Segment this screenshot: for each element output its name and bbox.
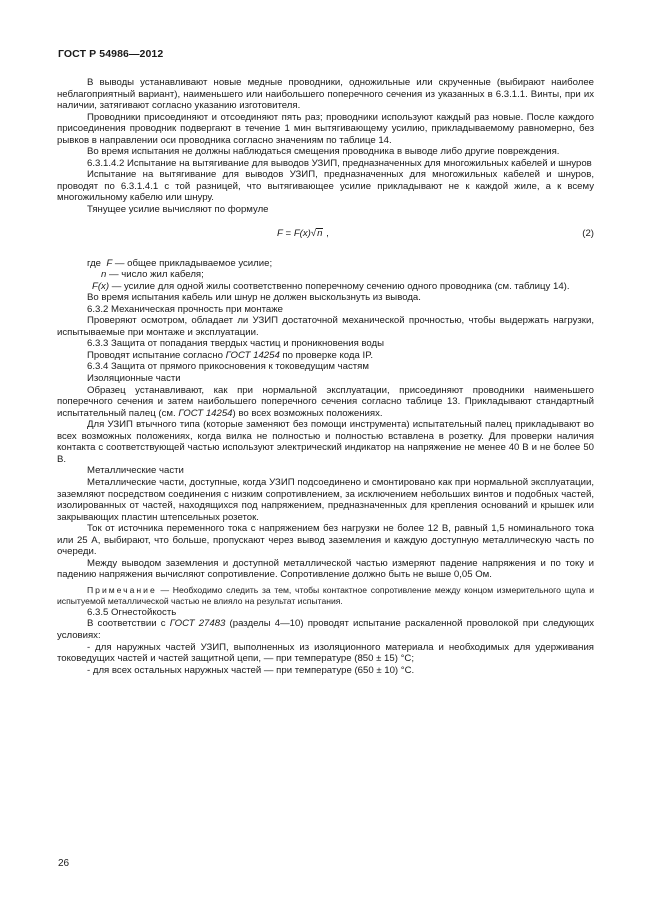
legend-symbol: n xyxy=(101,269,107,281)
paragraph: В выводы устанавливают новые медные проводники, одножильные или скрученные (выбирают наиболее неблагоприятный вариант), наименьшего или наибольшего поперечного сечения из указанных в 6.3.1.1. Винты, при их наличии, затягивают согласно указанию изготовителя. xyxy=(57,77,594,112)
subheading: Изоляционные части xyxy=(87,373,181,385)
paragraph: Тянущее усилие вычисляют по формуле xyxy=(87,204,269,216)
formula-equals: = xyxy=(282,227,294,239)
legend-row xyxy=(57,281,594,293)
sqrt-icon: √ xyxy=(310,227,317,239)
paragraph xyxy=(57,618,594,641)
paragraph xyxy=(57,385,594,420)
section-heading: 6.3.5 Огнестойкость xyxy=(87,606,177,618)
section-heading: 6.3.1.4.2 Испытание на вытягивание для выводов УЗИП, предназначенных для многожильных кабелей и шнуров xyxy=(87,157,592,169)
text-run: Образец устанавливают, как при нормальной эксплуатации, присоединяют проводники наименьшего поперечного сечения и затем наибольшего поперечного сечения согласно таблице 13. Прикладывают стандартный испытательный палец (см. xyxy=(57,384,594,419)
standard-reference: ГОСТ 14254 xyxy=(178,407,233,419)
paragraph: Проводники присоединяют и отсоединяют пять раз; проводники используют каждый раз новые. После каждого присоединения проводник подвергают в течение 1 мин вытягивающему усилию, прикладываемому равномерно, без рывков в направлении оси проводника согласно значениям по таблице 14. xyxy=(57,111,594,146)
page-number: 26 xyxy=(58,858,70,869)
legend-symbol: F xyxy=(106,257,113,269)
text-run: по проверке кода IP. xyxy=(279,349,374,361)
formula-expression xyxy=(277,228,329,240)
legend-symbol: F(x) xyxy=(92,280,110,292)
paragraph: Во время испытания кабель или шнур не должен выскользнуть из вывода. xyxy=(87,292,421,304)
standard-reference: ГОСТ 27483 xyxy=(169,618,226,630)
legend-desc: — общее прикладываемое усилие; xyxy=(112,257,273,269)
standard-header: ГОСТ Р 54986—2012 xyxy=(58,48,164,60)
note-text: — Необходимо следить за тем, чтобы контактное сопротивление между концом измерительного щупа и испытуемой металлической частью не влияло на результат испытания. xyxy=(57,584,594,606)
formula xyxy=(57,228,594,242)
legend-row xyxy=(57,258,594,270)
paragraph: Проверяют осмотром, обладает ли УЗИП достаточной механической прочностью, чтобы выдержать нагрузки, испытываемые при монтаже и эксплуатации. xyxy=(57,315,594,338)
text-run: (разделы 4—10) проводят испытание раскаленной проволокой при следующих условиях: xyxy=(57,618,594,641)
legend-lead: где xyxy=(87,257,102,269)
paragraph: Для УЗИП втычного типа (которые заменяют без помощи инструмента) испытательный палец прикладывают во всех возможных положениях, когда вилка не полностью и полностью вставлена в розетку. Для проверки наличия контакта с соответствующей частью используют электрический индикатор на напряжение не менее 40 В и не более 50 В. xyxy=(57,419,594,465)
legend-desc: — число жил кабеля; xyxy=(106,269,204,281)
formula-lhs: F xyxy=(277,227,283,239)
section-heading: 6.3.2 Механическая прочность при монтаже xyxy=(87,303,283,315)
formula-legend xyxy=(57,258,594,293)
paragraph xyxy=(57,350,594,362)
text-run: В соответствии с xyxy=(87,618,170,630)
formula-tail: , xyxy=(323,227,329,239)
note xyxy=(57,585,594,607)
paragraph: Испытание на вытягивание для выводов УЗИП, предназначенных для многожильных кабелей и шнуров, проводят по 6.3.1.4.1 с той разницей, что вытягивающее усилие прикладывают не к каждой жиле, а к всему многожильному кабелю или шнуру. xyxy=(57,169,594,204)
formula-function: F(x) xyxy=(293,227,311,239)
formula-radicand: n xyxy=(317,227,323,239)
subheading: Металлические части xyxy=(87,465,184,477)
paragraph: Между выводом заземления и доступной металлической частью измеряют падение напряжения и по току и падению напряжения вычисляют сопротивление. Сопротивление должно быть не выше 0,05 Ом. xyxy=(57,557,594,581)
list-item: - для наружных частей УЗИП, выполненных из изоляционного материала и необходимых для удерживания токоведущих частей и частей защитной цепи, — при температуре (850 ± 15) °C; xyxy=(57,641,594,665)
standard-reference: ГОСТ 14254 xyxy=(225,349,280,361)
section-heading: 6.3.3 Защита от попадания твердых частиц и проникновения воды xyxy=(87,338,385,350)
text-run: Проводят испытание согласно xyxy=(87,349,226,361)
paragraph: Во время испытания не должны наблюдаться смещения проводника в выводе либо другие повреждения. xyxy=(87,146,560,158)
formula-number: (2) xyxy=(582,227,594,239)
note-label: Примечание xyxy=(87,584,157,595)
body-text xyxy=(57,77,594,676)
paragraph: Ток от источника переменного тока с напряжением без нагрузки не более 12 В, равный 1,5 номинального тока или 25 А, выбирают, что больше, пропускают через вывод заземления и каждую доступную металлическую часть по очереди. xyxy=(57,523,594,558)
list-item: - для всех остальных наружных частей — при температуре (650 ± 10) °C. xyxy=(87,664,415,676)
legend-desc: — усилие для одной жилы соответственно поперечному сечению одного проводника (см. таблицу 14). xyxy=(109,280,570,292)
paragraph: Металлические части, доступные, когда УЗИП подсоединено и смонтировано как при нормальной эксплуатации, заземляют посредством соединения с низким сопротивлением, за исключением небольших винтов и подобных частей, изолированных от частей, находящихся под напряжением, предназначенных для крепления оснований и крышек или закрывающих пластин штепсельных розеток. xyxy=(57,476,594,523)
text-run: ) во всех возможных положениях. xyxy=(232,407,383,419)
legend-row xyxy=(57,269,594,281)
section-heading: 6.3.4 Защита от прямого прикосновения к токоведущим частям xyxy=(87,361,369,373)
